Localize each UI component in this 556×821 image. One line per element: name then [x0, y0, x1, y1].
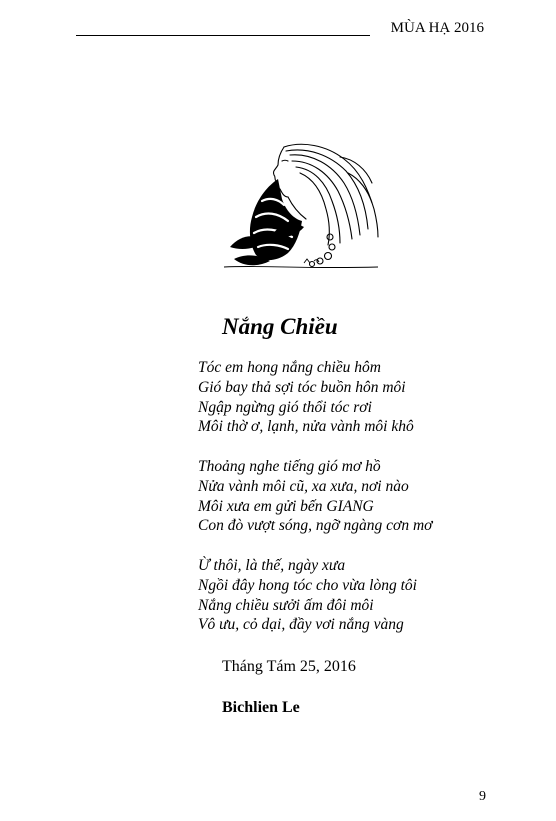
verse-line: Ừ thôi, là thế, ngày xưa [198, 556, 346, 574]
verse-line: Ngập ngừng gió thổi tóc rơi [198, 398, 372, 416]
stanza-2 [198, 457, 432, 536]
poem-body [198, 358, 432, 655]
poem-title: Nắng Chiều [222, 314, 338, 339]
header-title: MÙA HẠ 2016 [390, 20, 484, 36]
stanza-3 [198, 556, 432, 635]
stanza-1 [198, 358, 432, 437]
verse-line: Môi xưa em gửi bến GIANG [198, 497, 374, 515]
verse-line: Tóc em hong nắng chiều hôm [198, 359, 381, 376]
poem-date: Tháng Tám 25, 2016 [222, 658, 356, 675]
verse-line: Thoảng nghe tiếng gió mơ hồ [198, 457, 381, 475]
header-rule [76, 35, 370, 36]
verse-line: Vô ưu, cỏ dại, đầy vơi nắng vàng [198, 616, 404, 634]
page-header [76, 20, 484, 42]
verse-line: Môi thờ ơ, lạnh, nửa vành môi khô [198, 418, 414, 436]
verse-line: Nửa vành môi cũ, xa xưa, nơi nào [198, 477, 409, 495]
verse-line: Gió bay thả sợi tóc buồn hôn môi [198, 378, 406, 396]
woman-sketch-illustration [222, 139, 382, 271]
verse-line: Ngồi đây hong tóc cho vừa lòng tôi [198, 576, 417, 594]
page-number: 9 [479, 789, 486, 804]
verse-line: Con đò vượt sóng, ngỡ ngàng cơn mơ [198, 517, 433, 535]
poem-author: Bichlien Le [222, 699, 300, 716]
verse-line: Nắng chiều sưởi ấm đôi môi [198, 596, 374, 614]
